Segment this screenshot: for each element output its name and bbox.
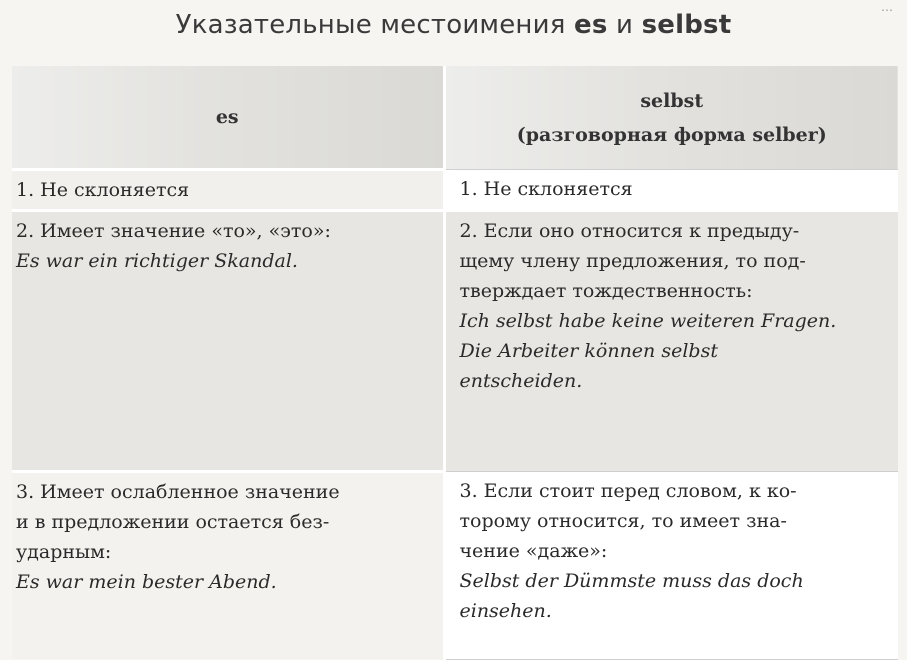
example-sentence: Selbst der Dümmste muss das doch bbox=[459, 570, 804, 592]
cell-es-rule-2 bbox=[12, 211, 444, 472]
example-sentence: Es war ein richtiger Skandal. bbox=[16, 250, 298, 272]
rule-text: 1. Не склоняется bbox=[16, 179, 190, 201]
cell-selbst-rule-2 bbox=[444, 211, 898, 472]
cell-es-rule-3 bbox=[12, 472, 444, 660]
cell-selbst-rule-1 bbox=[444, 170, 898, 211]
cell-selbst-rule-3 bbox=[444, 472, 898, 660]
rule-text: чение «даже»: bbox=[459, 540, 608, 562]
rule-text: и в предложении остается без- bbox=[16, 511, 330, 533]
header-selbst bbox=[444, 66, 898, 170]
header-selbst-note: (разговорная форма selber) bbox=[516, 123, 827, 146]
example-sentence: entscheiden. bbox=[459, 370, 583, 392]
header-es-label: es bbox=[215, 106, 239, 128]
header-selbst-label: selbst bbox=[640, 89, 704, 112]
rule-text: 2. Имеет значение «то», «это»: bbox=[16, 220, 331, 242]
example-sentence: Es war mein bester Abend. bbox=[16, 571, 277, 593]
rule-text: 1. Не склоняется bbox=[459, 178, 633, 200]
rule-text: ударным: bbox=[16, 541, 112, 563]
table-row bbox=[12, 170, 898, 211]
title-keyword-selbst: selbst bbox=[641, 10, 732, 40]
example-sentence: Die Arbeiter können selbst bbox=[459, 340, 718, 362]
title-keyword-es: es bbox=[574, 10, 608, 40]
grammar-table bbox=[12, 66, 898, 660]
example-sentence: Ich selbst habe keine weiteren Fragen. bbox=[459, 310, 837, 332]
page-title bbox=[0, 10, 907, 40]
example-sentence: einsehen. bbox=[459, 600, 552, 622]
rule-text: 3. Если стоит перед словом, к ко- bbox=[459, 480, 797, 502]
rule-text: тверждает тождественность: bbox=[459, 280, 753, 302]
cell-es-rule-1 bbox=[12, 170, 444, 211]
page-corner-mark: … bbox=[881, 0, 893, 14]
table-row bbox=[12, 472, 898, 660]
rule-text: щему члену предложения, то под- bbox=[459, 250, 806, 272]
header-es bbox=[12, 66, 444, 170]
table-header-row bbox=[12, 66, 898, 170]
title-prefix: Указательные местоимения bbox=[175, 10, 575, 40]
rule-text: торому относится, то имеет зна- bbox=[459, 510, 787, 532]
table-row bbox=[12, 211, 898, 472]
rule-text: 3. Имеет ослабленное значение bbox=[16, 481, 340, 503]
rule-text: 2. Если оно относится к предыду- bbox=[459, 220, 800, 242]
title-conjunction: и bbox=[607, 10, 642, 40]
